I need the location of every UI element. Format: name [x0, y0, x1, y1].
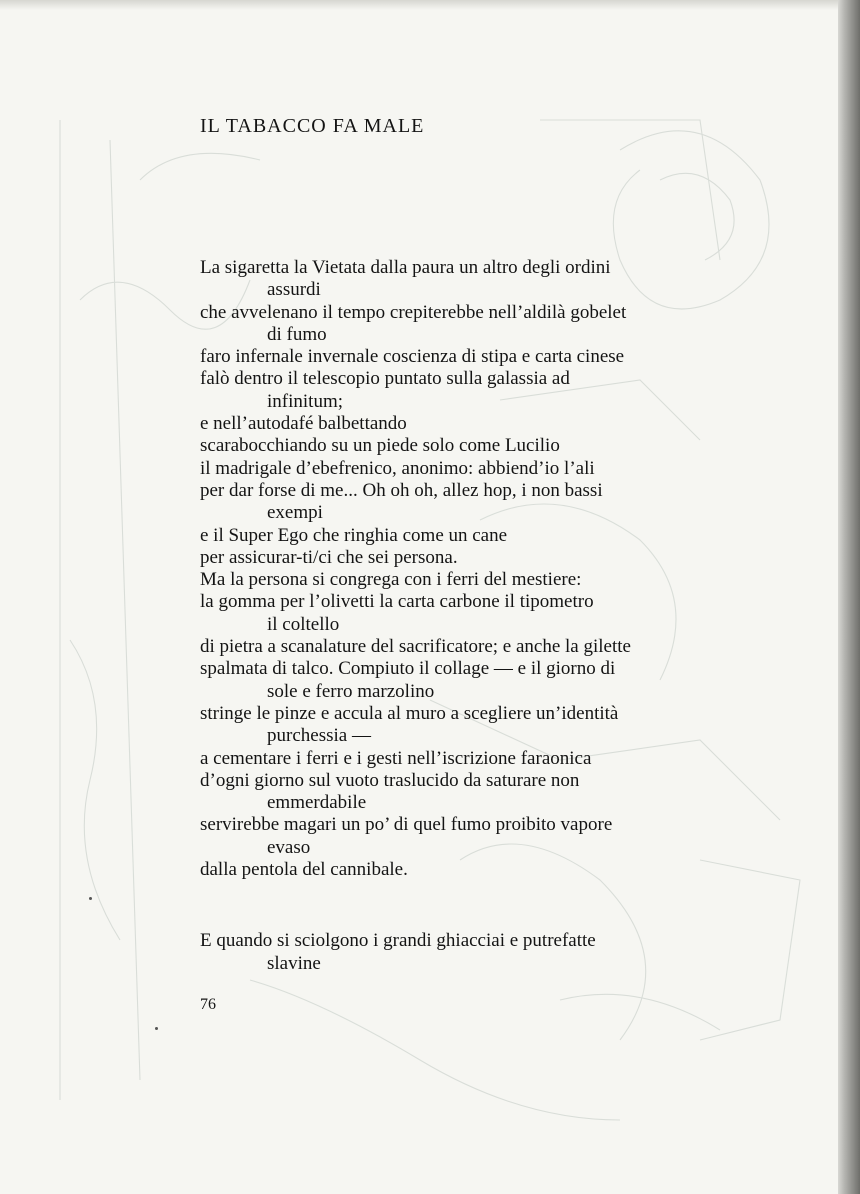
poem-line: per dar forse di me... Oh oh oh, allez hop, i non bassi	[200, 479, 603, 501]
poem-line: e nell’autodafé balbettando	[200, 413, 407, 435]
poem-line: a cementare i ferri e i gesti nell’iscrizione faraonica	[200, 747, 592, 769]
poem-line: spalmata di talco. Compiuto il collage — e il giorno di	[200, 658, 616, 680]
page-shadow	[0, 0, 842, 10]
poem-line-continuation: il coltello	[267, 613, 340, 635]
poem-line-continuation: purchessia —	[267, 725, 371, 747]
poem-line: che avvelenano il tempo crepiterebbe nell’aldilà gobelet	[200, 301, 627, 323]
poem-line-continuation: exempi	[267, 502, 323, 524]
poem-line: di pietra a scanalature del sacrificatore; e anche la gilette	[200, 636, 631, 658]
poem-line-continuation: assurdi	[267, 279, 321, 301]
poem-line: d’ogni giorno sul vuoto traslucido da saturare non	[200, 769, 580, 791]
poem-line: faro infernale invernale coscienza di stipa e carta cinese	[200, 346, 625, 368]
poem-line-continuation: infinitum;	[267, 390, 343, 412]
poem-line-continuation: evaso	[267, 836, 311, 858]
poem-line: E quando si sciolgono i grandi ghiacciai e putrefatte	[200, 930, 596, 952]
stanza-break	[200, 881, 830, 930]
poem-line-continuation: emmerdabile	[267, 792, 367, 814]
poem-title: IL TABACCO FA MALE	[200, 115, 425, 137]
stanza	[200, 930, 830, 975]
poem-line: falò dentro il telescopio puntato sulla galassia ad	[200, 368, 570, 390]
poem-line: dalla pentola del cannibale.	[200, 859, 408, 881]
stanza	[200, 257, 830, 881]
poem-line: scarabocchiando su un piede solo come Lucilio	[200, 435, 560, 457]
poem-body	[200, 257, 830, 975]
poem-line: il madrigale d’ebefrenico, anonimo: abbiend’io l’ali	[200, 457, 595, 479]
page-edge	[838, 0, 860, 1194]
poem-line: Ma la persona si congrega con i ferri del mestiere:	[200, 569, 582, 591]
poem-line-continuation: di fumo	[267, 323, 327, 345]
poem-line: La sigaretta la Vietata dalla paura un altro degli ordini	[200, 257, 611, 278]
page-number: 76	[200, 996, 216, 1013]
poem-line: servirebbe magari un po’ di quel fumo proibito vapore	[200, 814, 613, 836]
poem-line: per assicurar-ti/ci che sei persona.	[200, 546, 458, 568]
paper-speck	[89, 897, 92, 900]
poem-line: stringe le pinze e accula al muro a scegliere un’identità	[200, 702, 619, 724]
paper-speck	[155, 1027, 158, 1030]
poem-line-continuation: slavine	[267, 952, 321, 974]
poem-line: la gomma per l’olivetti la carta carbone il tipometro	[200, 591, 594, 613]
poem-line: e il Super Ego che ringhia come un cane	[200, 524, 508, 546]
poem-line-continuation: sole e ferro marzolino	[267, 680, 435, 702]
